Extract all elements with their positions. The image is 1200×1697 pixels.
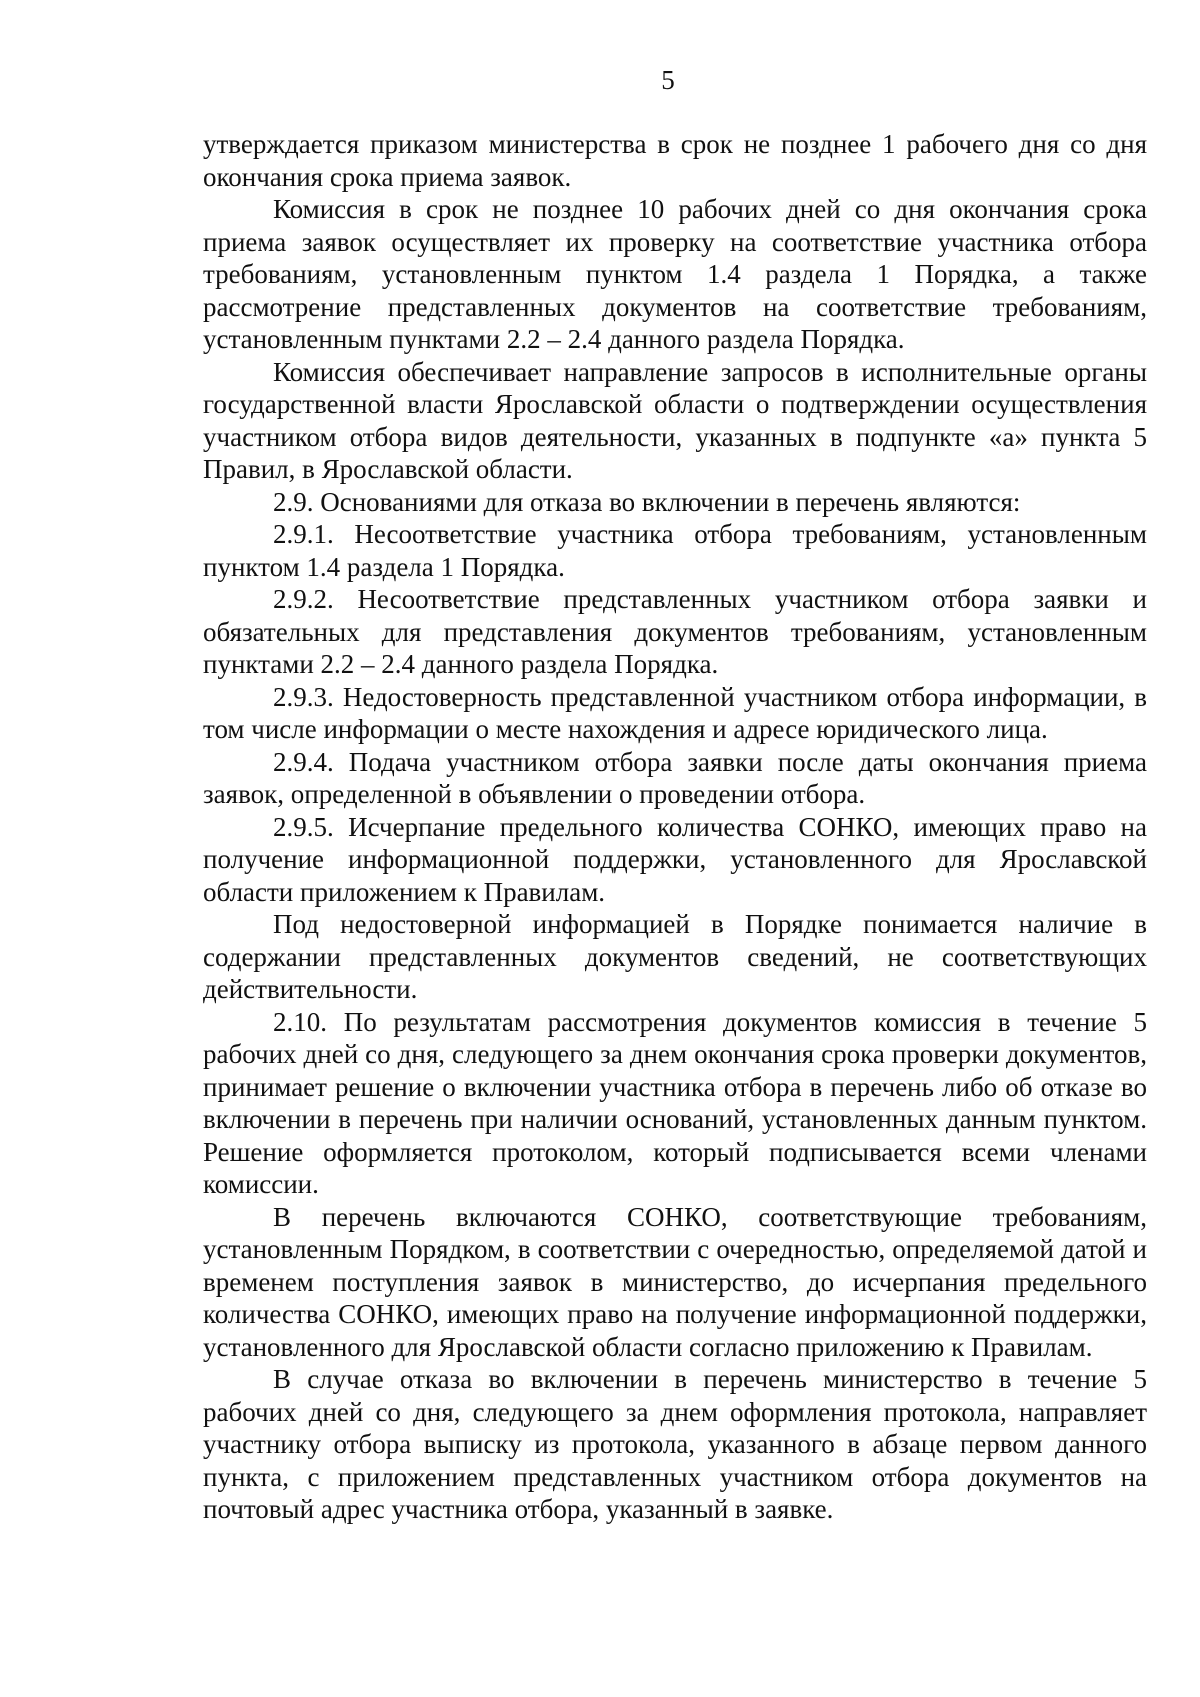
paragraph-2-9: 2.9. Основаниями для отказа во включении в перечень являются: (273, 486, 1021, 517)
paragraph-refusal: В случае отказа во включении в перечень министерство в течение 5 рабочих дней со дня, следующего за днем оформления протокола, направляет участнику отбора выписку из протокола, указанного в абзаце первом данного пункта, с приложением представленных участником отбора документов на почтовый адрес участника отбора, указанный в заявке. (203, 1364, 1147, 1524)
paragraph-2-9-4: 2.9.4. Подача участником отбора заявки после даты окончания приема заявок, определенной в объявлении о проведении отбора. (203, 746, 1147, 809)
paragraph-2-9-3: 2.9.3. Недостоверность представленной участником отбора информации, в том числе информации о месте нахождения и адресе юридического лица. (203, 681, 1147, 744)
paragraph-commission-review: Комиссия в срок не позднее 10 рабочих дней со дня окончания срока приема заявок осуществляет их проверку на соответствие участника отбора требованиям, установленным пунктом 1.4 раздела 1 Порядка, а также рассмотрение представленных документов на соответствие требованиям, установленным пунктами 2.2 – 2.4 данного раздела Порядка. (203, 194, 1147, 354)
paragraph-2-9-5: 2.9.5. Исчерпание предельного количества СОНКО, имеющих право на получение информационной поддержки, установленного для Ярославской области приложением к Правилам. (203, 811, 1147, 907)
paragraph-commission-requests: Комиссия обеспечивает направление запросов в исполнительные органы государственной власти Ярославской области о подтверждении осуществления участником отбора видов деятельности, указанных в подпункте «а» пункта 5 Правил, в Ярославской области. (203, 356, 1147, 484)
paragraph-2-9-2: 2.9.2. Несоответствие представленных участником отбора заявки и обязательных для представления документов требованиям, установленным пунктами 2.2 – 2.4 данного раздела Порядка. (203, 584, 1147, 679)
paragraph-2-10: 2.10. По результатам рассмотрения документов комиссия в течение 5 рабочих дней со дня, следующего за днем окончания срока проверки документов, принимает решение о включении участника отбора в перечень либо об отказе во включении в перечень при наличии оснований, установленных данным пунктом. Решение оформляется протоколом, который подписывается всеми членами комиссии. (203, 1006, 1147, 1199)
paragraph-2-9-1: 2.9.1. Несоответствие участника отбора требованиям, установленным пунктом 1.4 раздела 1 Порядка. (203, 519, 1147, 582)
document-body (203, 128, 1147, 1526)
paragraph-unreliable-info: Под недостоверной информацией в Порядке понимается наличие в содержании представленных документов сведений, не соответствующих действительности. (203, 909, 1147, 1004)
paragraph-inclusion: В перечень включаются СОНКО, соответствующие требованиям, установленным Порядком, в соответствии с очередностью, определяемой датой и временем поступления заявок в министерство, до исчерпания предельного количества СОНКО, имеющих право на получение информационной поддержки, установленного для Ярославской области согласно приложению к Правилам. (203, 1201, 1147, 1362)
paragraph-continuation: утверждается приказом министерства в срок не позднее 1 рабочего дня со дня окончания срока приема заявок. (203, 129, 1147, 192)
page-number: 5 (661, 65, 675, 95)
